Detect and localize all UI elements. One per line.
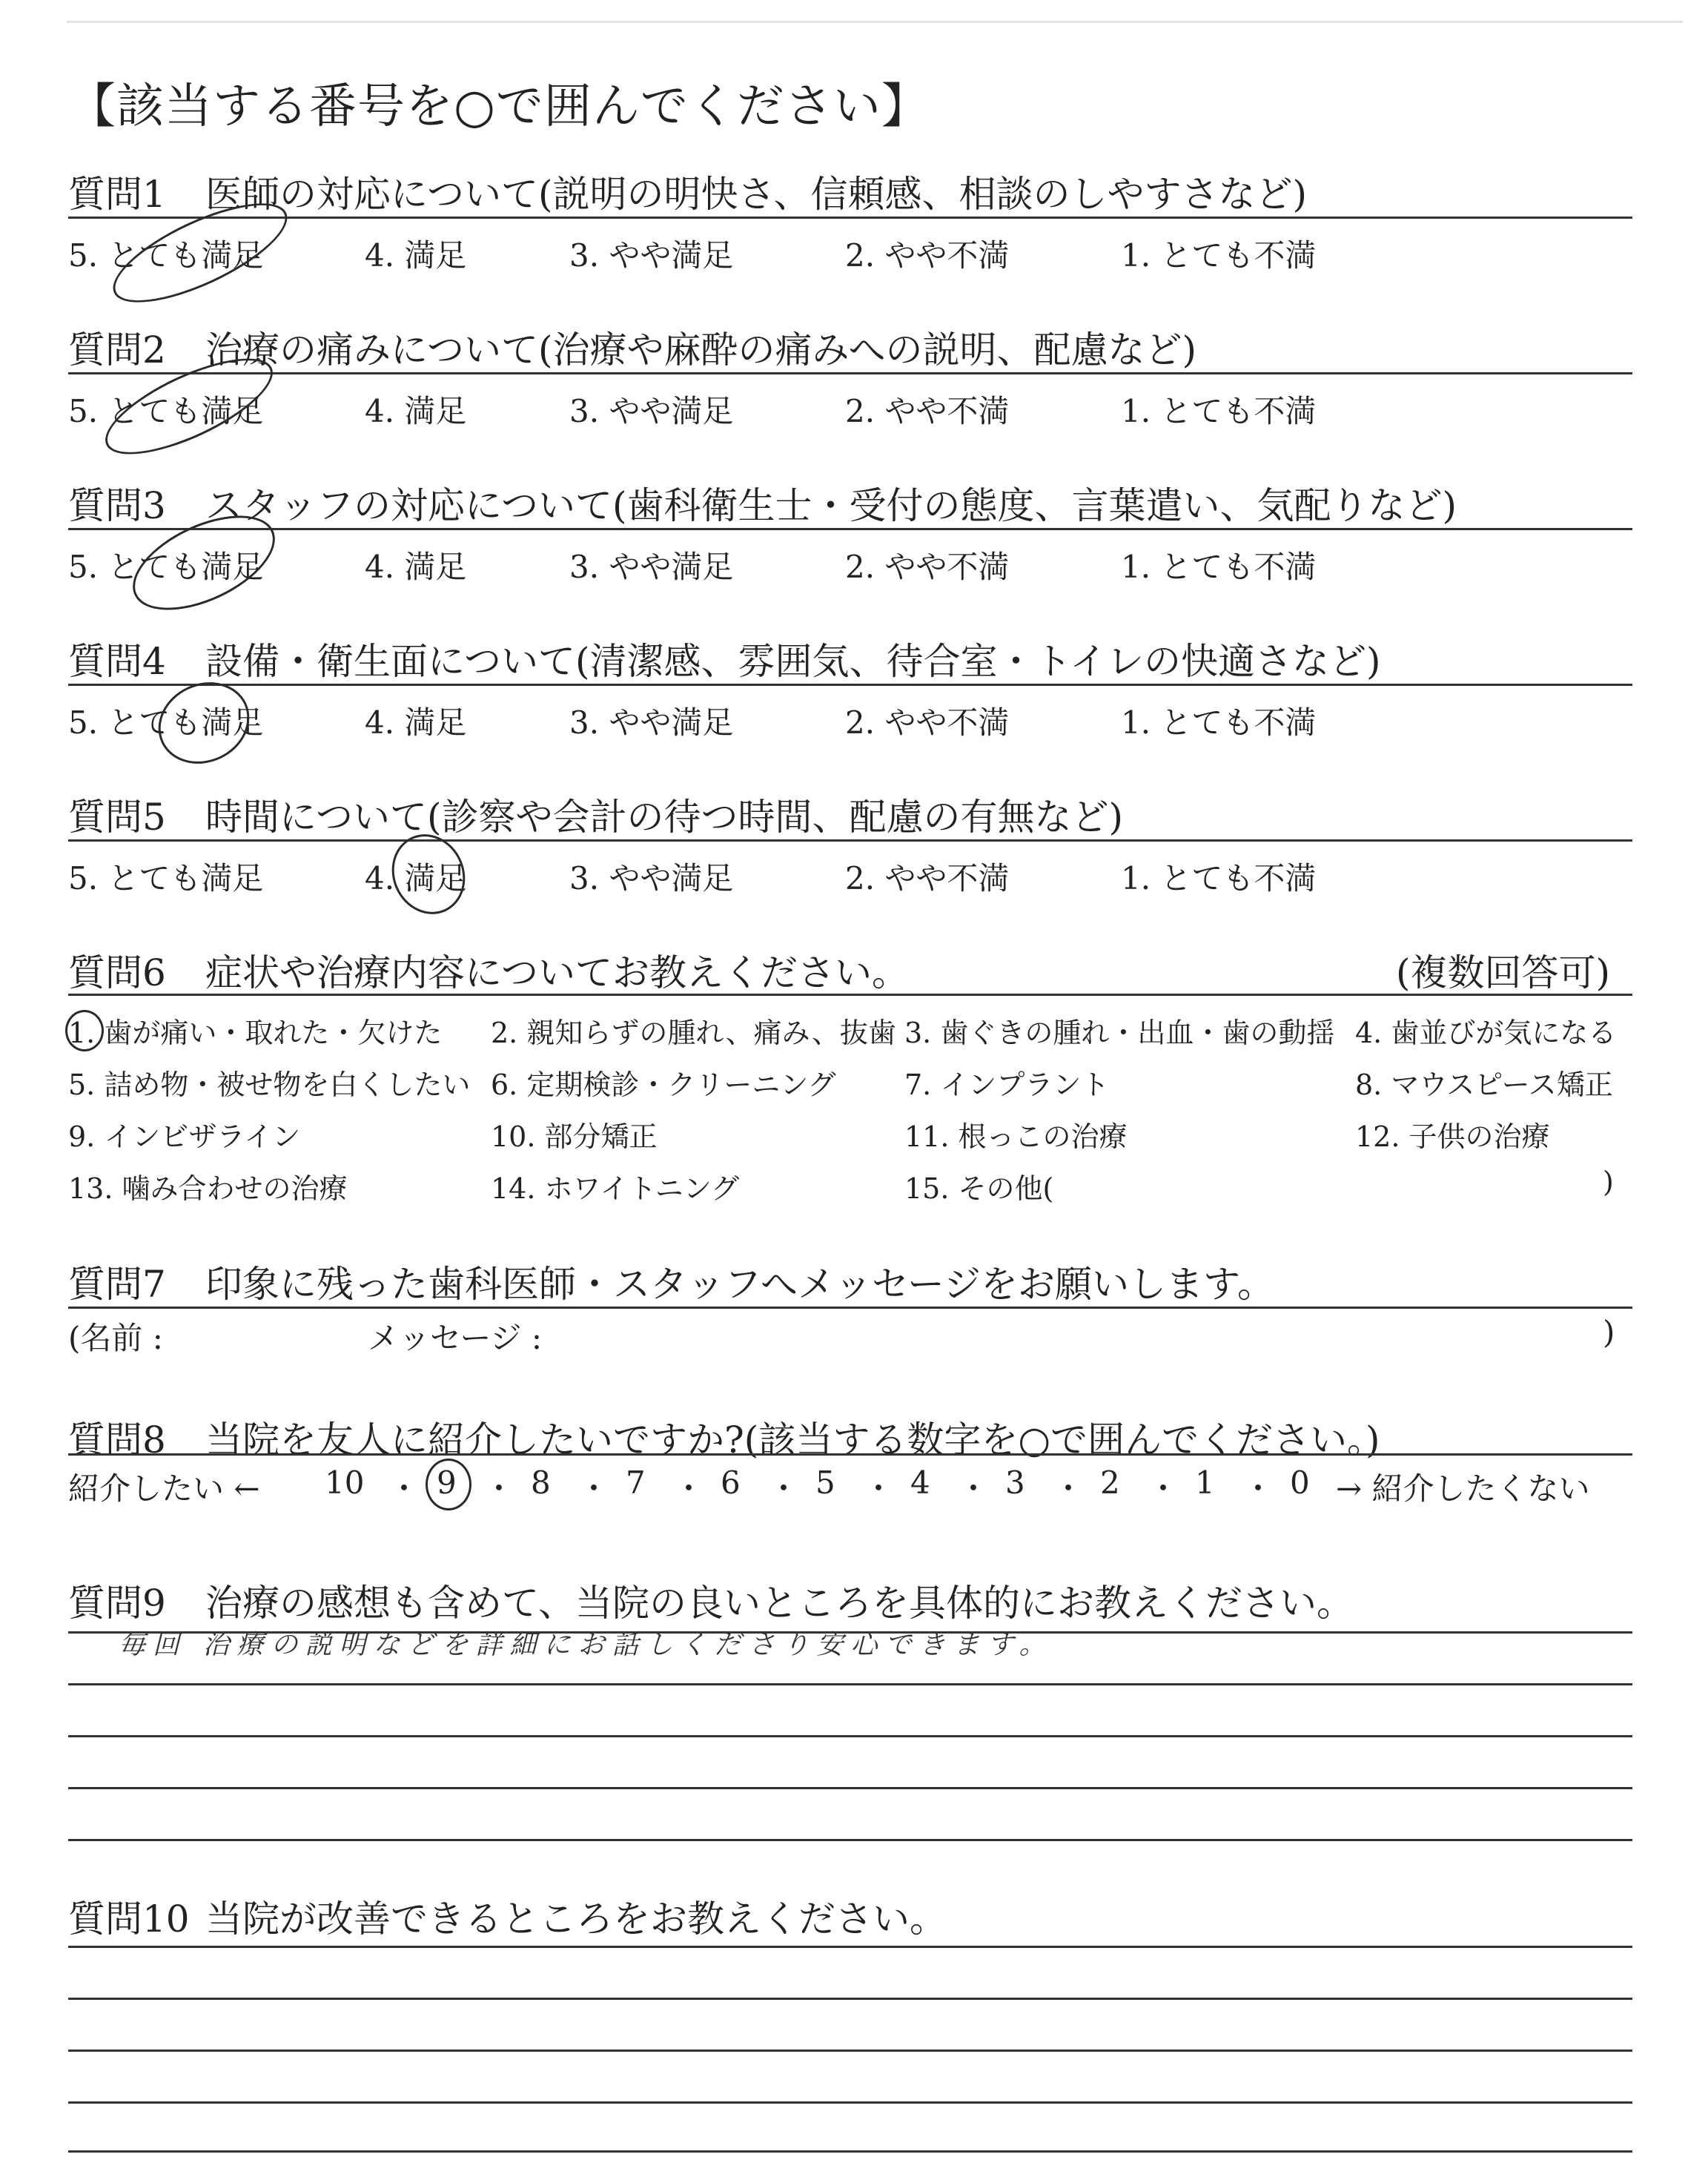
q4-option-5[interactable]: 5. とても満足 bbox=[68, 704, 264, 741]
q6-option-1[interactable]: 1. 歯が痛い・取れた・欠けた bbox=[68, 1017, 443, 1049]
question-7-rule bbox=[68, 1307, 1632, 1309]
q9-answer-line bbox=[68, 1787, 1632, 1789]
scale-sep: ・ bbox=[1242, 1470, 1274, 1507]
q1-option-5[interactable]: 5. とても満足 bbox=[68, 237, 264, 274]
scale-sep: ・ bbox=[388, 1470, 420, 1507]
q2-option-1[interactable]: 1. とても不満 bbox=[1121, 393, 1317, 429]
q6-option-15[interactable]: 15. その他( bbox=[904, 1172, 1054, 1205]
q4-option-4[interactable]: 4. 満足 bbox=[365, 704, 467, 741]
q10-answer-line bbox=[68, 1998, 1632, 2000]
q6-other-close-paren: ) bbox=[1603, 1166, 1614, 1198]
q6-option-8[interactable]: 8. マウスピース矯正 bbox=[1355, 1069, 1613, 1101]
question-1-title: 質問1 医師の対応について(説明の明快さ、信頼感、相談のしやすさなど) bbox=[68, 173, 1308, 216]
q7-close-paren: ) bbox=[1603, 1314, 1615, 1350]
q10-answer-line bbox=[68, 2150, 1632, 2153]
question-7-title: 質問7 印象に残った歯科医師・スタッフへメッセージをお願いします。 bbox=[68, 1263, 1274, 1306]
scale-6[interactable]: 6 bbox=[721, 1464, 741, 1501]
q1-option-4[interactable]: 4. 満足 bbox=[365, 237, 467, 274]
q2-option-4[interactable]: 4. 満足 bbox=[365, 393, 467, 429]
q5-option-4[interactable]: 4. 満足 bbox=[365, 860, 467, 896]
q6-option-9[interactable]: 9. インビザライン bbox=[68, 1120, 301, 1153]
question-3-title: 質問3 スタッフの対応について(歯科衛生士・受付の態度、言葉遣い、気配りなど) bbox=[68, 484, 1457, 527]
q6-selection-circle bbox=[65, 1010, 104, 1051]
q6-option-13[interactable]: 13. 噛み合わせの治療 bbox=[68, 1172, 348, 1205]
recommend-no-label: → 紹介したくない bbox=[1336, 1470, 1590, 1507]
page-title: 【該当する番号を○で囲んでください】 bbox=[68, 79, 930, 134]
q8-selection-circle bbox=[426, 1459, 471, 1510]
q4-option-3[interactable]: 3. やや満足 bbox=[569, 704, 734, 741]
question-10-title: 質問10 当院が改善できるところをお教えください。 bbox=[68, 1898, 947, 1941]
recommend-yes-label: 紹介したい ← bbox=[68, 1470, 260, 1507]
q1-option-2[interactable]: 2. やや不満 bbox=[845, 237, 1010, 274]
scale-8[interactable]: 8 bbox=[531, 1464, 551, 1501]
scale-sep: ・ bbox=[578, 1470, 610, 1507]
q5-option-3[interactable]: 3. やや満足 bbox=[569, 860, 734, 896]
question-8-rule bbox=[68, 1453, 1632, 1456]
q9-handwritten-answer: 毎回 治療の説明などを詳細にお話しくださり安心できます。 bbox=[119, 1630, 1053, 1660]
q7-name-label: (名前 : bbox=[68, 1320, 163, 1356]
scale-9[interactable]: 9 bbox=[437, 1464, 457, 1501]
question-4-title: 質問4 設備・衛生面について(清潔感、雰囲気、待合室・トイレの快適さなど) bbox=[68, 640, 1381, 683]
q9-answer-line bbox=[68, 1735, 1632, 1737]
q1-option-3[interactable]: 3. やや満足 bbox=[569, 237, 734, 274]
q6-option-14[interactable]: 14. ホワイトニング bbox=[491, 1172, 740, 1205]
top-border bbox=[67, 21, 1683, 23]
q6-option-12[interactable]: 12. 子供の治療 bbox=[1355, 1120, 1550, 1153]
q6-option-11[interactable]: 11. 根っこの治療 bbox=[904, 1120, 1128, 1153]
scale-sep: ・ bbox=[1148, 1470, 1179, 1507]
question-2-rule bbox=[68, 372, 1632, 374]
scale-0[interactable]: 0 bbox=[1290, 1464, 1310, 1501]
question-4-rule bbox=[68, 684, 1632, 686]
scale-1[interactable]: 1 bbox=[1195, 1464, 1215, 1501]
scale-sep: ・ bbox=[673, 1470, 705, 1507]
q6-option-4[interactable]: 4. 歯並びが気になる bbox=[1355, 1017, 1617, 1049]
scale-sep: ・ bbox=[958, 1470, 990, 1507]
q9-answer-line bbox=[68, 1839, 1632, 1841]
q3-option-5[interactable]: 5. とても満足 bbox=[68, 549, 264, 585]
scale-10[interactable]: 10 bbox=[325, 1464, 365, 1501]
q9-answer-line bbox=[68, 1683, 1632, 1685]
q3-option-4[interactable]: 4. 満足 bbox=[365, 549, 467, 585]
question-6-rule bbox=[68, 994, 1632, 996]
scale-sep: ・ bbox=[1053, 1470, 1085, 1507]
q2-option-2[interactable]: 2. やや不満 bbox=[845, 393, 1010, 429]
q2-option-3[interactable]: 3. やや満足 bbox=[569, 393, 734, 429]
q6-option-5[interactable]: 5. 詰め物・被せ物を白くしたい bbox=[68, 1069, 471, 1101]
q1-option-1[interactable]: 1. とても不満 bbox=[1121, 237, 1317, 274]
scale-sep: ・ bbox=[863, 1470, 895, 1507]
scale-4[interactable]: 4 bbox=[910, 1464, 930, 1501]
q5-option-5[interactable]: 5. とても満足 bbox=[68, 860, 264, 896]
scale-sep: ・ bbox=[483, 1470, 515, 1507]
scale-2[interactable]: 2 bbox=[1100, 1464, 1120, 1501]
scale-sep: ・ bbox=[768, 1470, 800, 1507]
question-6-title: 質問6 症状や治療内容についてお教えください。 (複数回答可) bbox=[68, 943, 1632, 997]
scale-5[interactable]: 5 bbox=[815, 1464, 835, 1501]
q6-option-3[interactable]: 3. 歯ぐきの腫れ・出血・歯の動揺 bbox=[904, 1017, 1335, 1049]
question-9-title: 質問9 治療の感想も含めて、当院の良いところを具体的にお教えください。 bbox=[68, 1582, 1354, 1625]
q3-option-2[interactable]: 2. やや不満 bbox=[845, 549, 1010, 585]
scale-7[interactable]: 7 bbox=[626, 1464, 646, 1501]
question-3-rule bbox=[68, 528, 1632, 530]
q4-option-1[interactable]: 1. とても不満 bbox=[1121, 704, 1317, 741]
question-5-rule bbox=[68, 839, 1632, 842]
scale-3[interactable]: 3 bbox=[1005, 1464, 1025, 1501]
question-1-rule bbox=[68, 217, 1632, 219]
q6-option-10[interactable]: 10. 部分矯正 bbox=[491, 1120, 658, 1153]
q10-answer-line bbox=[68, 2050, 1632, 2052]
q10-answer-line bbox=[68, 2101, 1632, 2104]
q6-multiple-note: (複数回答可) bbox=[1395, 951, 1610, 994]
q5-option-1[interactable]: 1. とても不満 bbox=[1121, 860, 1317, 896]
q3-option-1[interactable]: 1. とても不満 bbox=[1121, 549, 1317, 585]
question-8-title: 質問8 当院を友人に紹介したいですか?(該当する数字を○で囲んでください。) bbox=[68, 1418, 1380, 1462]
question-2-title: 質問2 治療の痛みについて(治療や麻酔の痛みへの説明、配慮など) bbox=[68, 328, 1197, 371]
question-5-title: 質問5 時間について(診察や会計の待つ時間、配慮の有無など) bbox=[68, 796, 1124, 839]
q6-option-7[interactable]: 7. インプラント bbox=[904, 1069, 1110, 1101]
q4-option-2[interactable]: 2. やや不満 bbox=[845, 704, 1010, 741]
q3-option-3[interactable]: 3. やや満足 bbox=[569, 549, 734, 585]
q6-option-2[interactable]: 2. 親知らずの腫れ、痛み、抜歯 bbox=[491, 1017, 896, 1049]
q10-rule bbox=[68, 1946, 1632, 1948]
q2-option-5[interactable]: 5. とても満足 bbox=[68, 393, 264, 429]
q5-option-2[interactable]: 2. やや不満 bbox=[845, 860, 1010, 896]
q7-message-label: メッセージ : bbox=[368, 1320, 542, 1356]
q6-option-6[interactable]: 6. 定期検診・クリーニング bbox=[491, 1069, 836, 1101]
